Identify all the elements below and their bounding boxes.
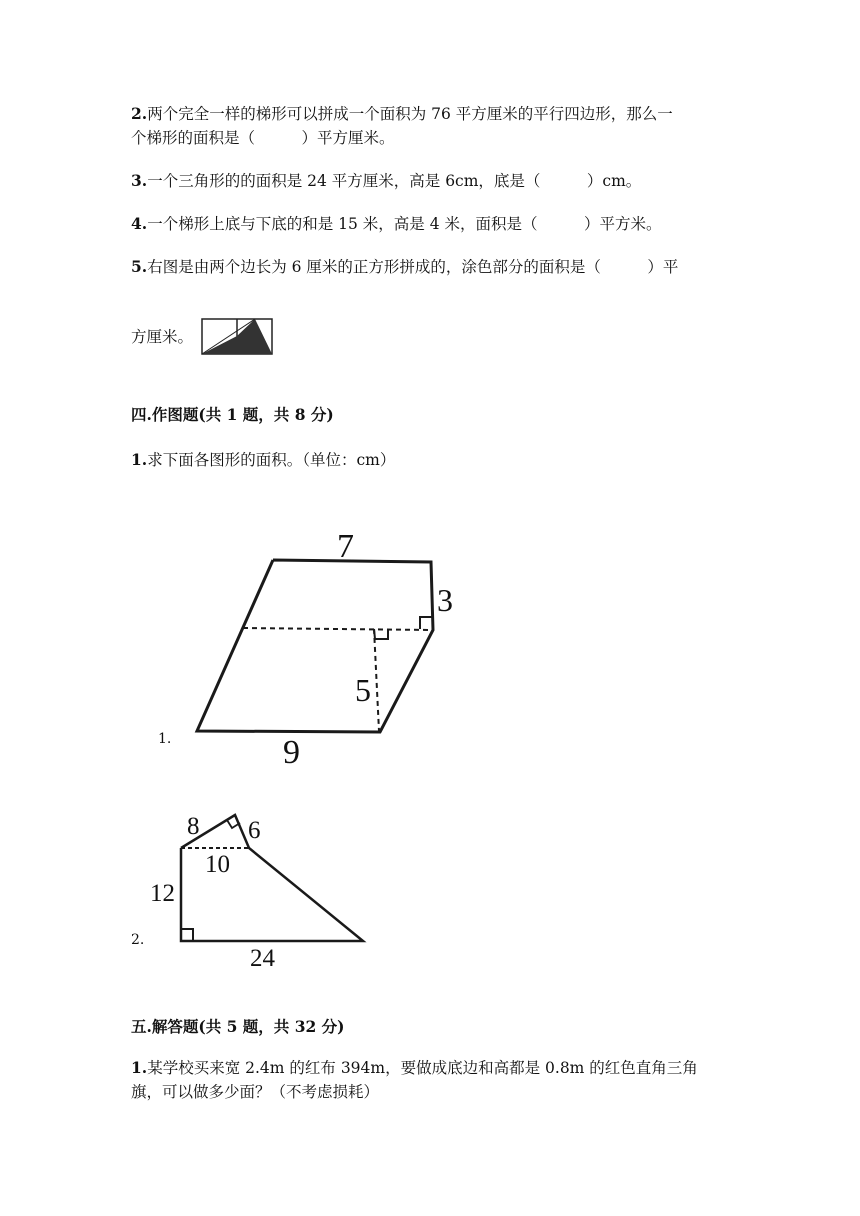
label-12: 12: [150, 880, 175, 907]
question-number: 1.: [131, 1058, 148, 1077]
question-text: 一个三角形的的面积是 24 平方厘米，高是 6cm，底是（ ）cm。: [147, 172, 642, 190]
question-text: 两个完全一样的梯形可以拼成一个面积为 76 平方厘米的平行四边形，那么一: [147, 105, 673, 123]
question-2-line2: 个梯形的面积是（ ）平方厘米。: [131, 129, 395, 147]
label-8: 8: [187, 813, 200, 840]
question-3: [131, 170, 641, 192]
question-5-line1: [131, 256, 678, 278]
question-2-line1: [131, 103, 673, 125]
label-bottom: 9: [283, 734, 300, 770]
question-number: 4.: [131, 214, 148, 233]
question-number: 3.: [131, 171, 148, 190]
question-text: 求下面各图形的面积。（单位：cm）: [147, 451, 396, 469]
label-right: 3: [437, 582, 453, 618]
section-4-title: 四.作图题(共 1 题，共 8 分): [131, 405, 334, 424]
label-24: 24: [250, 945, 275, 972]
figure-2-diagram: [145, 808, 370, 973]
section-5-question-1-line2: 旗，可以做多少面？（不考虑损耗）: [131, 1083, 380, 1101]
label-10: 10: [205, 851, 230, 878]
question-number: 5.: [131, 257, 148, 276]
section-4-question-1: [131, 449, 395, 471]
question-number: 2.: [131, 104, 148, 123]
question-5-line2: 方厘米。: [131, 328, 194, 346]
question-text: 一个梯形上底与下底的和是 15 米，高是 4 米，面积是（ ）平方米。: [147, 215, 662, 233]
question-text: 某学校买来宽 2.4m 的红布 394m，要做成底边和高都是 0.8m 的红色直角三角: [147, 1059, 698, 1077]
figure-1-label: 1.: [158, 731, 172, 747]
figure-1-diagram: [185, 525, 475, 770]
label-6: 6: [248, 817, 261, 844]
label-top: 7: [337, 528, 354, 565]
figure-2-label: 2.: [131, 932, 145, 948]
section-5-question-1-line1: [131, 1057, 698, 1079]
question-4: [131, 213, 661, 235]
label-height: 5: [355, 672, 371, 708]
two-squares-figure: [201, 318, 275, 356]
question-number: 1.: [131, 450, 148, 469]
section-5-title: 五.解答题(共 5 题，共 32 分): [131, 1017, 345, 1036]
question-text: 右图是由两个边长为 6 厘米的正方形拼成的，涂色部分的面积是（ ）平: [147, 258, 679, 276]
